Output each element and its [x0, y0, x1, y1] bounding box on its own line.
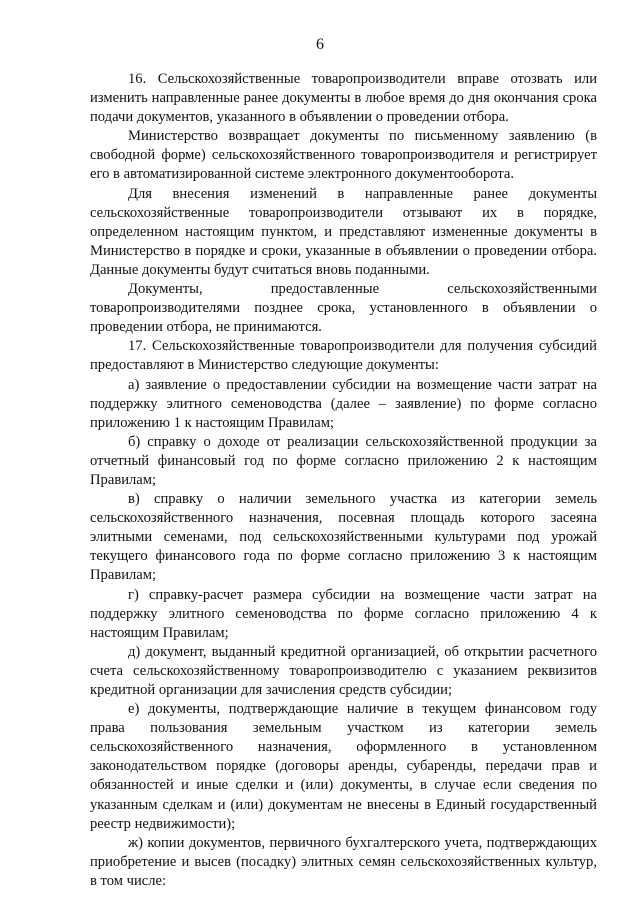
- list-item-b: б) справку о доходе от реализации сельскохозяйственной продукции за отчетный финансовый год по форме согласно приложению 2 к настоящим Правилам;: [90, 433, 597, 488]
- list-item-e: е) документы, подтверждающие наличие в текущем финансовом году права пользования земельным участком из категории земель сельскохозяйственного назначения, оформленного в установленном законодательством порядке (договоры аренды, субаренды, передачи прав и обязанностей и иные сделки и (или) документы, в случае если сведения по указанным сделкам и (или) документам не внесены в Единый государственный реестр недвижимости);: [90, 701, 597, 832]
- document-body: [90, 70, 597, 891]
- list-item-v: в) справку о наличии земельного участка из категории земель сельскохозяйственного назначения, посевная площадь которого засеяна элитными семенами, под сельскохозяйственными культурами под урожай текущего финансового года по форме согласно приложению 3 к настоящим Правилам;: [90, 491, 597, 584]
- paragraph-document-changes: Для внесения изменений в направленные ранее документы сельскохозяйственные товаропроизводители отзывают их в порядке, определенном настоящим пунктом, и представляют измененные документы в Министерство в порядке и сроки, указанные в объявлении о проведении отбора. Данные документы будут считаться вновь поданными.: [90, 185, 597, 278]
- paragraph-document-return: Министерство возвращает документы по письменному заявлению (в свободной форме) сельскохозяйственного товаропроизводителя и регистрирует его в автоматизированной системе электронного документооборота.: [90, 128, 597, 183]
- list-item-a: а) заявление о предоставлении субсидии на возмещение части затрат на поддержку элитного семеноводства (далее – заявление) по форме согласно приложению 1 к настоящим Правилам;: [90, 376, 597, 431]
- paragraph-late-documents: Документы, предоставленные сельскохозяйственными товаропроизводителями позднее срока, установленного в объявлении о проведении отбора, не принимаются.: [90, 281, 597, 336]
- list-item-d: д) документ, выданный кредитной организацией, об открытии расчетного счета сельскохозяйственному товаропроизводителю с указанием реквизитов кредитной организации для зачисления средств субсидии;: [90, 643, 597, 698]
- list-item-g: г) справку-расчет размера субсидии на возмещение части затрат на поддержку элитного семеноводства по форме согласно приложению 4 к настоящим Правилам;: [90, 586, 597, 641]
- page-number: 6: [316, 36, 324, 53]
- paragraph-16: 16. Сельскохозяйственные товаропроизводители вправе отозвать или изменить направленные ранее документы в любое время до дня окончания срока подачи документов, указанного в объявлении о проведении отбора.: [90, 71, 597, 126]
- paragraph-17: 17. Сельскохозяйственные товаропроизводители для получения субсидий предоставляют в Министерство следующие документы:: [90, 338, 597, 374]
- list-item-zh: ж) копии документов, первичного бухгалтерского учета, подтверждающих приобретение и высев (посадку) элитных семян сельскохозяйственных культур, в том числе:: [90, 834, 597, 889]
